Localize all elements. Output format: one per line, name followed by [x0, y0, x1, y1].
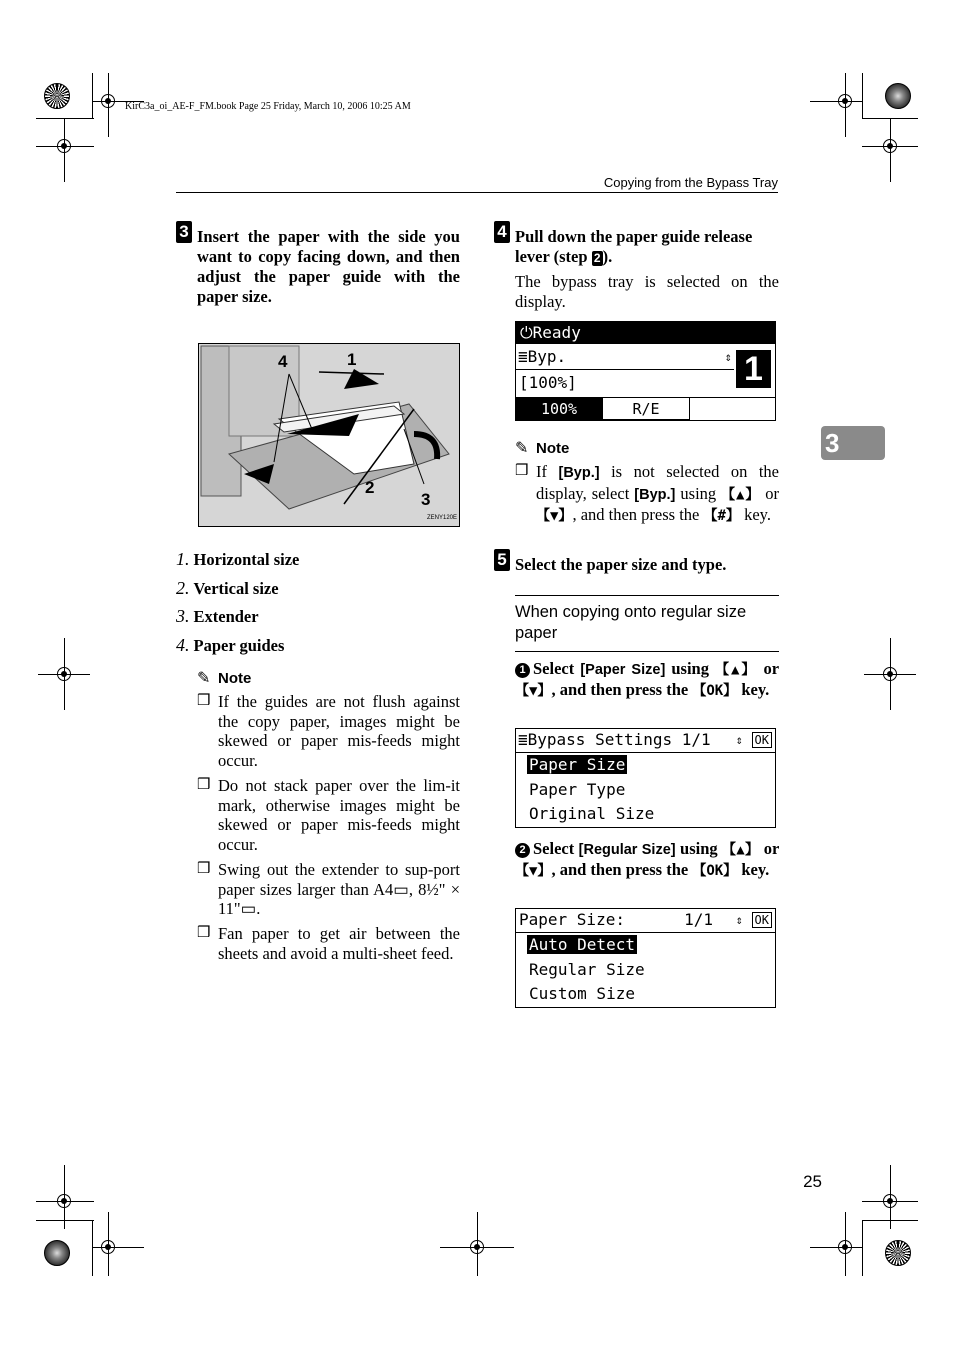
up-down-icon: ⇕ — [724, 350, 732, 364]
page-number: 25 — [803, 1172, 822, 1191]
menu-item-auto-detect[interactable]: Auto Detect — [529, 935, 635, 954]
note-item: ❒ If the guides are not flush against the copy paper, images might be skewed or paper mis-feeds might occur. — [197, 692, 460, 770]
menu-item-paper-size[interactable]: Paper Size — [529, 755, 626, 774]
step-5-subhead: When copying onto regular size paper — [515, 603, 747, 642]
menu-item-original-size[interactable]: Original Size — [529, 804, 655, 823]
note-item: ❒ If [Byp.] is not selected on the display, select [Byp.] using 【▲】 or 【▼】, and then press the 【#】 key. — [515, 462, 780, 524]
print-info: KirC3a_oi_AE-F_FM.book Page 25 Friday, March 10, 2006 10:25 AM — [125, 101, 411, 112]
menu-item-paper-type[interactable]: Paper Type — [529, 780, 626, 799]
note-icon: ✎ — [197, 670, 211, 687]
lcd-paper-size — [515, 908, 776, 1008]
ok-button-icon[interactable]: OK — [752, 912, 772, 928]
running-header: Copying from the Bypass Tray — [603, 175, 778, 190]
step-5-badge: 5 — [494, 549, 510, 571]
lcd-ratio: [100%] — [519, 373, 577, 392]
lcd-tray-row[interactable]: ≣Byp. ⇕ — [516, 345, 734, 370]
figure-code: ZENY120E — [427, 515, 458, 521]
checkbox-icon: ❒ — [197, 861, 211, 877]
step-4-title: Pull down the paper guide release lever (step 2 ). — [515, 227, 753, 266]
step-ref-badge: 2 — [592, 251, 603, 266]
legend-item: 2. Vertical size — [176, 578, 279, 598]
note-title: Note — [218, 670, 252, 687]
lcd-tab-re[interactable]: R/E — [602, 398, 690, 420]
lcd-status-bar: ⏻Ready — [516, 322, 775, 344]
up-down-icon: ⇕ — [735, 913, 743, 927]
legend-item: 1. Horizontal size — [176, 549, 300, 569]
step-4-body: The bypass tray is selected on the display. — [515, 272, 779, 311]
substep-number-icon: 1 — [515, 663, 530, 678]
note-icon: ✎ — [515, 440, 529, 457]
substep-2-text: 2 Select [Regular Size] using 【▲】 or 【▼】, and then press the 【OK】 key. — [515, 839, 779, 879]
lcd-title-row: ≣Bypass Settings 1/1 ⇕ OK — [516, 729, 775, 753]
lcd-bypass-settings — [515, 728, 776, 828]
checkbox-icon: ❒ — [197, 777, 211, 793]
lcd-tab-100[interactable]: 100% — [516, 398, 602, 420]
subhead-bottom-rule — [515, 651, 779, 652]
lcd-quantity: 1 — [736, 350, 771, 388]
legend-item: 3. Extender — [176, 606, 259, 626]
menu-item-regular-size[interactable]: Regular Size — [529, 960, 645, 979]
callout-4: 4 — [278, 352, 288, 371]
tray-icon: ≣ — [518, 347, 528, 366]
step-3-badge: 3 — [176, 221, 192, 243]
substep-1-text: 1 Select [Paper Size] using 【▲】 or 【▼】, and then press the 【OK】 key. — [515, 659, 780, 699]
checkbox-icon: ❒ — [515, 463, 529, 479]
note-title: Note — [536, 440, 570, 457]
checkbox-icon: ❒ — [197, 693, 211, 709]
lcd-title-row: Paper Size: 1/1 ⇕ OK — [516, 909, 775, 933]
ok-button-icon[interactable]: OK — [752, 732, 772, 748]
step-5-title: Select the paper size and type. — [515, 555, 727, 574]
subhead-top-rule — [515, 595, 779, 596]
step-3-title: Insert the paper with the side you want to copy facing down, and then adjust the paper guide with the paper size. — [197, 227, 460, 306]
note-item: ❒ Do not stack paper over the lim-it mark, otherwise images might be skewed or paper mis-feeds might occur. — [197, 776, 460, 854]
callout-2: 2 — [365, 478, 375, 497]
menu-item-custom-size[interactable]: Custom Size — [529, 984, 635, 1003]
note-item: ❒ Swing out the extender to sup-port paper sizes larger than A4▭, 8½" × 11"▭. — [197, 860, 460, 918]
menu-icon: ≣ — [518, 730, 528, 749]
tray-drawing — [199, 344, 459, 526]
lcd-ready-screen — [515, 321, 776, 421]
callout-3: 3 — [421, 490, 431, 509]
callout-1: 1 — [347, 350, 357, 369]
bypass-tray-illustration — [198, 343, 460, 527]
step-4-badge: 4 — [494, 221, 510, 243]
checkbox-icon: ❒ — [197, 925, 211, 941]
header-rule — [176, 192, 778, 193]
chapter-tab[interactable]: 3 — [821, 426, 885, 460]
note-item: ❒ Fan paper to get air between the sheets and avoid a multi-sheet feed. — [197, 924, 460, 963]
up-down-icon: ⇕ — [735, 733, 743, 747]
power-icon: ⏻ — [520, 323, 533, 342]
substep-number-icon: 2 — [515, 843, 530, 858]
legend-item: 4. Paper guides — [176, 635, 285, 655]
